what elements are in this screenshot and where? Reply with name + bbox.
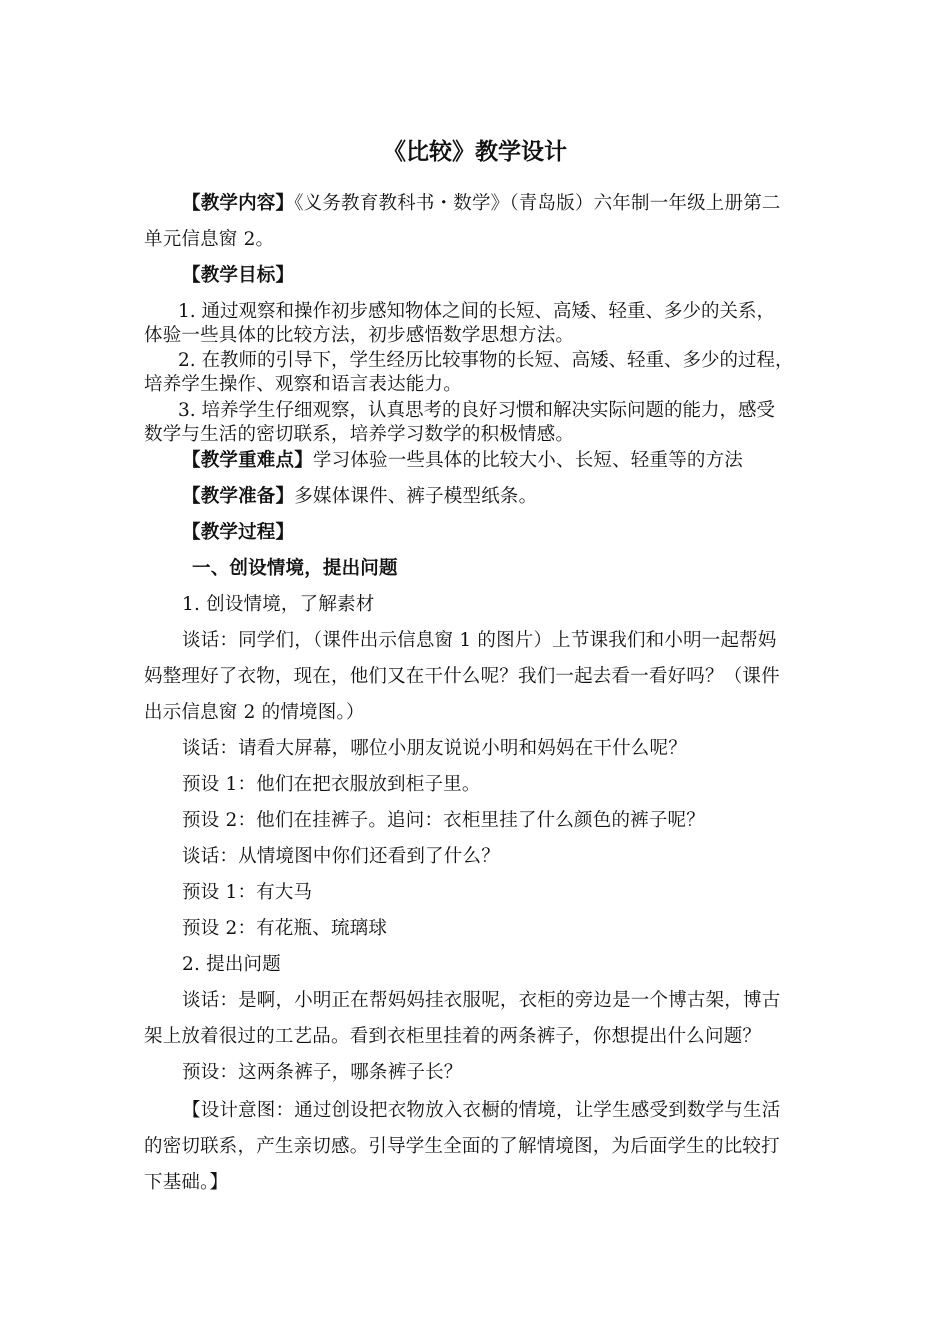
content-text-line1: 《义务教育教科书・数学》（青岛版）六年制一年级上册第二: [294, 193, 781, 214]
talk4-line1: 谈话：是啊，小明正在帮妈妈挂衣服呢，衣柜的旁边是一个博古架，博古: [182, 990, 781, 1011]
process-heading: 【教学过程】: [182, 522, 295, 543]
preparation-paragraph: [182, 485, 537, 509]
design-intent-line1: 【设计意图：通过创设把衣物放入衣橱的情境，让学生感受到数学与生活: [182, 1100, 781, 1121]
goal2-line2: 培养学生操作、观察和语言表达能力。: [144, 374, 462, 395]
content-paragraph: [182, 192, 781, 216]
talk2: 谈话：请看大屏幕，哪位小朋友说说小明和妈妈在干什么呢？: [182, 738, 687, 759]
document-title: 《比较》教学设计: [383, 139, 567, 165]
preset3: 预设 1：有大马: [182, 882, 313, 903]
preparation-text: 多媒体课件、裤子模型纸条。: [294, 486, 538, 507]
preset1: 预设 1：他们在把衣服放到柜子里。: [182, 774, 481, 795]
talk3: 谈话：从情境图中你们还看到了什么？: [182, 846, 500, 867]
goal1-line2: 体验一些具体的比较方法，初步感悟数学思想方法。: [144, 325, 575, 346]
talk1-line2: 妈整理好了衣物，现在，他们又在干什么呢？我们一起去看一看好吗？（课件: [144, 666, 780, 687]
preset5: 预设：这两条裤子，哪条裤子长？: [182, 1062, 463, 1083]
preset4: 预设 2：有花瓶、琉璃球: [182, 918, 388, 939]
goal2-line1: 2. 在教师的引导下，学生经历比较事物的长短、高矮、轻重、多少的过程，: [178, 350, 794, 371]
goal1-line1: 1. 通过观察和操作初步感知物体之间的长短、高矮、轻重、多少的关系，: [178, 301, 776, 322]
goals-heading: 【教学目标】: [182, 265, 295, 286]
goal3-line2: 数学与生活的密切联系，培养学习数学的积极情感。: [144, 424, 575, 445]
preparation-label: 【教学准备】: [182, 486, 295, 507]
content-label: 【教学内容】: [182, 193, 295, 214]
key-points-text: 学习体验一些具体的比较大小、长短、轻重等的方法: [312, 450, 744, 471]
goal3-line1: 3. 培养学生仔细观察，认真思考的良好习惯和解决实际问题的能力，感受: [178, 400, 776, 421]
step2: 2. 提出问题: [182, 954, 281, 975]
key-points-paragraph: [182, 449, 743, 473]
section1-heading: 一、创设情境，提出问题: [192, 558, 398, 579]
design-intent-line2: 的密切联系，产生亲切感。引导学生全面的了解情境图，为后面学生的比较打: [144, 1136, 780, 1157]
key-points-label: 【教学重难点】: [182, 450, 313, 471]
step1: 1. 创设情境，了解素材: [182, 594, 375, 615]
preset2: 预设 2：他们在挂裤子。追问：衣柜里挂了什么颜色的裤子呢？: [182, 810, 705, 831]
talk4-line2: 架上放着很过的工艺品。看到衣柜里挂着的两条裤子，你想提出什么问题？: [144, 1026, 762, 1047]
design-intent-line3: 下基础。】: [144, 1172, 229, 1193]
talk1-line3: 出示信息窗 2 的情境图。）: [144, 702, 365, 723]
content-text-line2: 单元信息窗 2。: [144, 229, 275, 250]
talk1-line1: 谈话：同学们，（课件出示信息窗 1 的图片）上节课我们和小明一起帮妈: [182, 630, 777, 651]
